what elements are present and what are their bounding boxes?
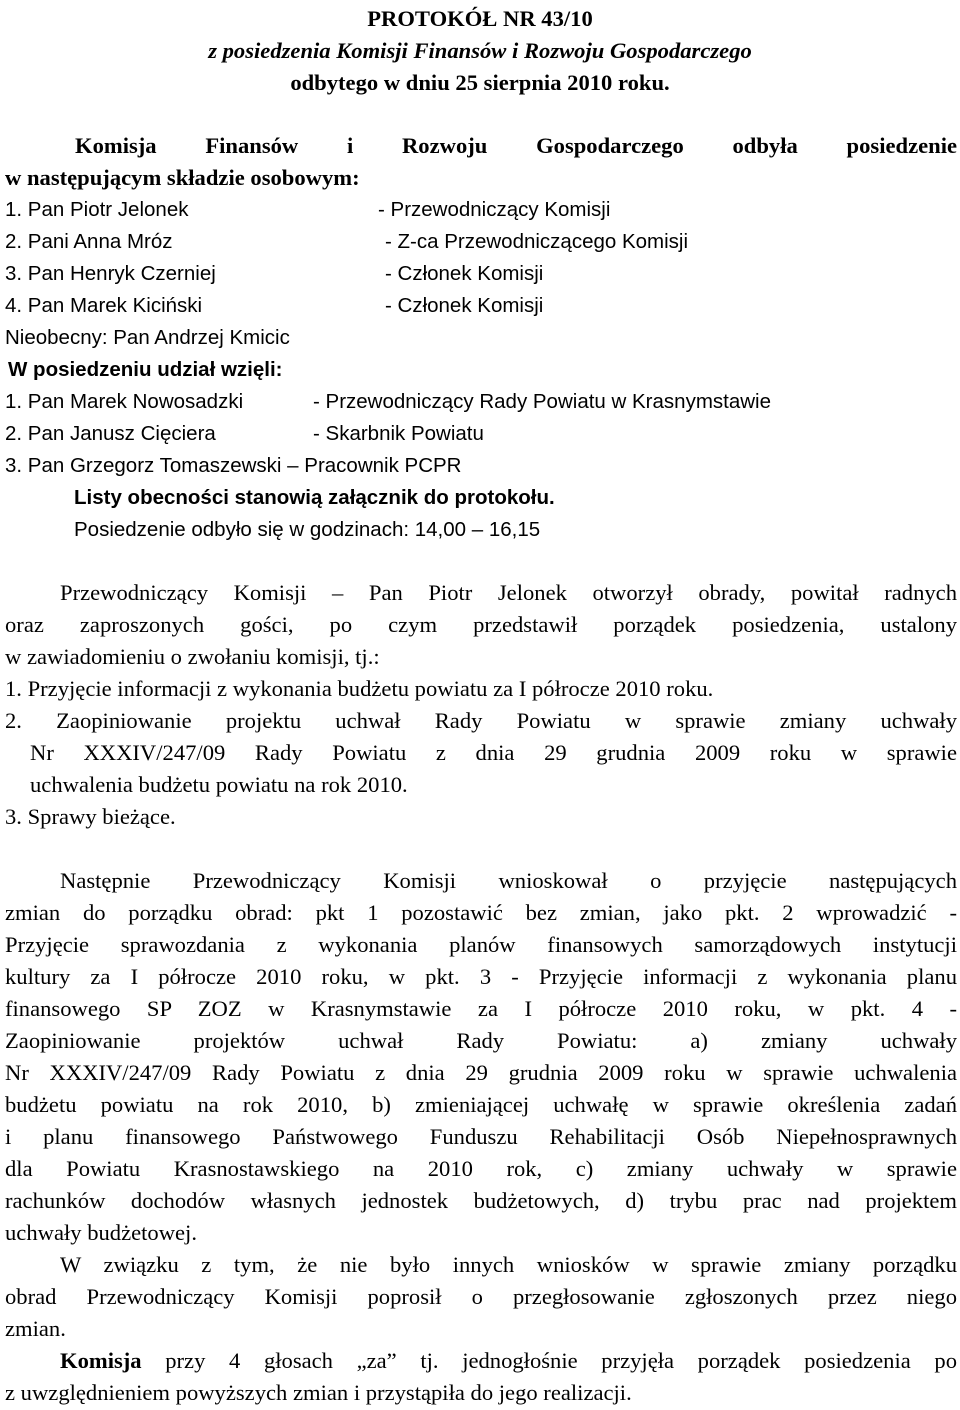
decision-line [5, 1346, 957, 1376]
attendance-note: Listy obecności stanowią załącznik do protokołu. [74, 486, 555, 509]
document-title: PROTOKÓŁ NR 43/10 [367, 6, 593, 31]
composition-intro-cont: w następującym składzie osobowym: [5, 165, 360, 190]
absent-member: Nieobecny: Pan Andrzej Kmicic [5, 326, 290, 349]
proposal-line: finansowego SP ZOZ w Krasnymstawie za I półrocze 2010 roku, w pkt. 4 - [5, 996, 957, 1021]
participant-role: - Przewodniczący Rady Powiatu w Krasnymstawie [313, 390, 771, 413]
decision-text: przy 4 głosach „za” tj. jednogłośnie przyjęła porządek posiedzenia po [165, 1348, 957, 1373]
proposal-line: Przyjęcie sprawozdania z wykonania planów finansowych samorządowych instytucji [5, 932, 957, 957]
opening-line: oraz zaproszonych gości, po czym przedstawił porządek posiedzenia, ustalony [5, 612, 957, 637]
member-role: - Członek Komisji [385, 294, 544, 317]
member-name: 4. Pan Marek Kiciński [5, 294, 203, 317]
vote-call-line: obrad Przewodniczący Komisji poprosił o przegłosowanie zgłoszonych przez niego [5, 1284, 957, 1309]
agenda-item: 2. Zaopiniowanie projektu uchwał Rady Powiatu w sprawie zmiany uchwały [5, 708, 957, 733]
proposal-line: i planu finansowego Państwowego Funduszu Rehabilitacji Osób Niepełnosprawnych [5, 1124, 957, 1149]
proposal-line: zmian do porządku obrad: pkt 1 pozostawić bez zmian, jako pkt. 2 wprowadzić - [5, 900, 957, 925]
participant-name: 3. Pan Grzegorz Tomaszewski – Pracownik PCPR [5, 454, 462, 477]
vote-call-line: W związku z tym, że nie było innych wniosków w sprawie zmiany porządku [60, 1252, 957, 1277]
document-date-line: odbytego w dniu 25 sierpnia 2010 roku. [290, 70, 670, 95]
agenda-item: 1. Przyjęcie informacji z wykonania budżetu powiatu za I półrocze 2010 roku. [5, 676, 714, 701]
agenda-item-cont: Nr XXXIV/247/09 Rady Powiatu z dnia 29 grudnia 2009 roku w sprawie [30, 740, 957, 765]
meeting-hours: Posiedzenie odbyło się w godzinach: 14,00 – 16,15 [74, 518, 541, 541]
proposal-line: Zaopiniowanie projektów uchwał Rady Powiatu: a) zmiany uchwały [5, 1028, 957, 1053]
proposal-line: Następnie Przewodniczący Komisji wnioskował o przyjęcie następujących [60, 868, 957, 893]
composition-intro: Komisja Finansów i Rozwoju Gospodarczego odbyła posiedzenie [75, 133, 957, 158]
participant-name: 1. Pan Marek Nowosadzki [5, 390, 244, 413]
document-subtitle: z posiedzenia Komisji Finansów i Rozwoju Gospodarczego [208, 38, 752, 63]
opening-line: Przewodniczący Komisji – Pan Piotr Jelonek otworzył obrady, powitał radnych [60, 580, 957, 605]
agenda-item-cont: uchwalenia budżetu powiatu na rok 2010. [30, 772, 408, 797]
decision-line-2: z uwzględnieniem powyższych zmian i przystąpiła do jego realizacji. [5, 1380, 632, 1405]
member-role: - Przewodniczący Komisji [378, 198, 611, 221]
member-role: - Z-ca Przewodniczącego Komisji [385, 230, 689, 253]
member-role: - Członek Komisji [385, 262, 544, 285]
proposal-line: rachunków dochodów własnych jednostek budżetowych, d) trybu prac nad projektem [5, 1188, 957, 1213]
proposal-line: kultury za I półrocze 2010 roku, w pkt. 3 - Przyjęcie informacji z wykonania planu [5, 964, 957, 989]
member-name: 3. Pan Henryk Czerniej [5, 262, 216, 285]
decision-bold-word: Komisja [60, 1348, 142, 1373]
agenda-item: 3. Sprawy bieżące. [5, 804, 176, 829]
proposal-line: dla Powiatu Krasnostawskiego na 2010 rok, c) zmiany uchwały w sprawie [5, 1156, 957, 1181]
vote-call-last-line: zmian. [5, 1316, 66, 1341]
participant-role: - Skarbnik Powiatu [313, 422, 484, 445]
participants-heading: W posiedzeniu udział wzięli: [8, 358, 283, 381]
proposal-line: budżetu powiatu na rok 2010, b) zmieniającej uchwałę w sprawie określenia zadań [5, 1092, 957, 1117]
proposal-last-line: uchwały budżetowej. [5, 1220, 197, 1245]
member-name: 2. Pani Anna Mróz [5, 230, 173, 253]
member-name: 1. Pan Piotr Jelonek [5, 198, 189, 221]
proposal-line: Nr XXXIV/247/09 Rady Powiatu z dnia 29 grudnia 2009 roku w sprawie uchwalenia [5, 1060, 957, 1085]
opening-last-line: w zawiadomieniu o zwołaniu komisji, tj.: [5, 644, 380, 669]
participant-name: 2. Pan Janusz Cięciera [5, 422, 216, 445]
